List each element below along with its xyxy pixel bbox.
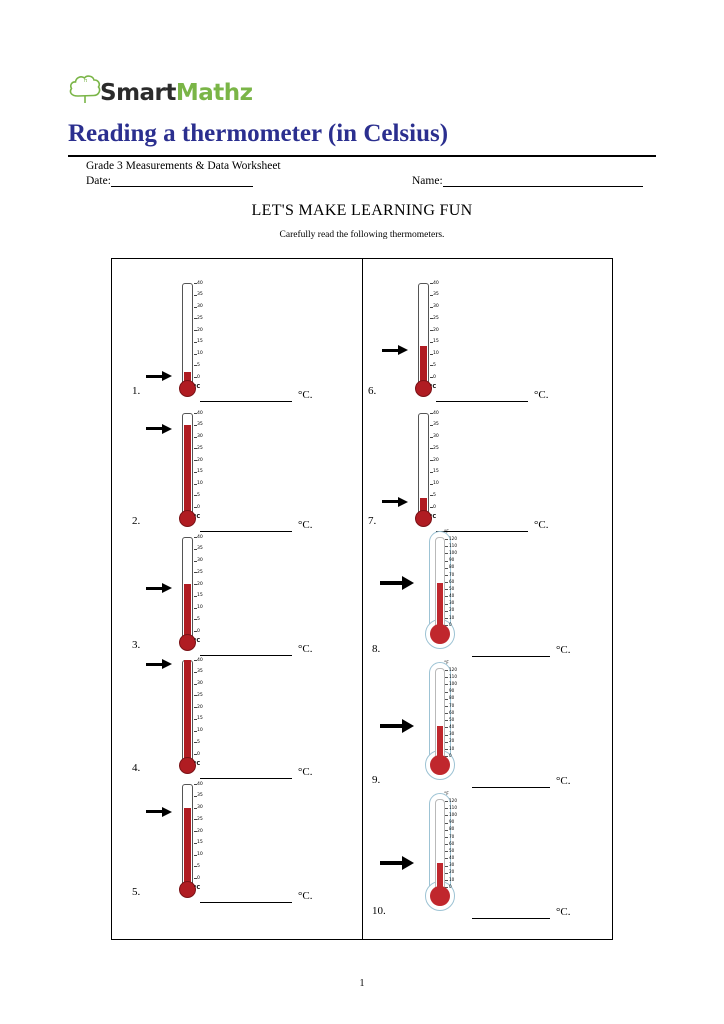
scale-tick [445, 880, 448, 881]
scale-label: 10 [197, 852, 203, 857]
mercury-column [184, 808, 191, 885]
thermometer-fahrenheit [420, 531, 472, 649]
scale-label: 10 [197, 728, 203, 733]
answer-unit: °C. [298, 389, 313, 401]
scale-tick [194, 866, 197, 867]
scale-tick [445, 749, 448, 750]
scale-tick [445, 830, 448, 831]
scale-label: 0 [197, 374, 200, 380]
pointer-arrow [380, 858, 414, 868]
scale-tick [194, 596, 197, 597]
scale-tick [194, 507, 197, 508]
scale-label: 35 [197, 793, 203, 799]
scale-tick [445, 858, 448, 859]
scale-tick [194, 484, 197, 485]
scale-label: 0 [197, 751, 200, 757]
scale-label: 0 [197, 628, 200, 634]
scale-tick [430, 307, 433, 308]
scale-label: 40 [197, 280, 203, 286]
scale-label: 5 [433, 362, 436, 368]
instruction-text: Carefully read the following thermometers. [279, 230, 445, 240]
scale-label: 35 [197, 669, 203, 675]
scale-tick [445, 670, 448, 671]
thermometer-fahrenheit [420, 662, 472, 780]
scale-label: 25 [197, 692, 203, 698]
scale-label: 30 [197, 681, 203, 686]
mercury-column [420, 346, 427, 383]
answer-blank[interactable] [200, 530, 292, 532]
scale-label: 120 [449, 535, 457, 541]
scale-tick [445, 596, 448, 597]
problem-number: 6. [368, 385, 377, 397]
scale-label: 120 [449, 797, 457, 803]
scale-tick [194, 342, 197, 343]
scale-label: 40 [433, 280, 439, 286]
pointer-arrow [380, 578, 414, 588]
scale-tick [194, 318, 197, 319]
scale-label: 40 [197, 657, 203, 663]
problem-number: 4. [132, 762, 141, 774]
scale-tick [445, 844, 448, 845]
name-input-line[interactable] [443, 175, 643, 187]
fahrenheit-unit-tag: °F [444, 792, 449, 797]
scale-tick [445, 873, 448, 874]
scale-label: 40 [197, 410, 203, 416]
scale-tick [194, 283, 197, 284]
temperature-scale [430, 279, 446, 387]
scale-tick [445, 706, 448, 707]
scale-tick [194, 437, 197, 438]
scale-label: 35 [433, 292, 439, 298]
scale-label: 20 [197, 327, 203, 333]
scale-tick [445, 720, 448, 721]
answer-blank[interactable] [200, 777, 292, 779]
scale-tick [430, 448, 433, 449]
date-field-row [86, 175, 253, 187]
column-divider [362, 258, 363, 940]
scale-label: 0 [433, 374, 436, 380]
pointer-arrow [146, 371, 172, 381]
scale-tick [445, 837, 448, 838]
scale-label: 10 [197, 481, 203, 486]
scale-tick [194, 413, 197, 414]
answer-unit: °C. [556, 906, 571, 918]
scale-label: 20 [197, 704, 203, 710]
problem-number: 7. [368, 515, 377, 527]
celsius-unit-tag: °C [194, 638, 201, 644]
scale-label: 15 [197, 339, 203, 345]
problem-number: 10. [372, 905, 386, 917]
scale-label: 35 [197, 546, 203, 552]
scale-label: 10 [449, 614, 455, 620]
scale-tick [194, 707, 197, 708]
scale-label: 25 [433, 445, 439, 451]
scale-label: 70 [449, 571, 455, 577]
scale-label: 60 [449, 709, 455, 715]
scale-tick [430, 342, 433, 343]
scale-tick [445, 815, 448, 816]
celsius-unit-tag: °C [194, 384, 201, 390]
logo-mathz-text: Mathz [175, 80, 253, 106]
scale-label: 50 [449, 716, 455, 722]
scale-tick [194, 307, 197, 308]
problem-number: 9. [372, 774, 381, 786]
scale-tick [194, 460, 197, 461]
scale-label: 30 [433, 434, 439, 439]
scale-tick [430, 413, 433, 414]
temperature-scale [194, 533, 210, 641]
scale-label: 90 [449, 819, 455, 825]
scale-label: 10 [449, 876, 455, 882]
scale-label: 40 [449, 724, 455, 730]
scale-label: 30 [449, 862, 455, 868]
scale-tick [445, 611, 448, 612]
thermometer-fahrenheit [420, 793, 472, 911]
brand-logo [68, 74, 253, 116]
temperature-scale [194, 409, 210, 517]
scale-label: 40 [433, 410, 439, 416]
scale-label: 25 [197, 445, 203, 451]
answer-blank[interactable] [200, 654, 292, 656]
scale-label: 25 [197, 569, 203, 575]
scale-label: 80 [449, 564, 455, 570]
scale-label: 20 [197, 457, 203, 463]
scale-label: 50 [449, 585, 455, 591]
scale-label: 35 [433, 422, 439, 428]
title-divider [68, 155, 656, 157]
scale-label: 20 [197, 581, 203, 587]
answer-unit: °C. [534, 389, 549, 401]
scale-label: 30 [449, 731, 455, 737]
scale-label: 20 [449, 607, 455, 613]
scale-tick [445, 808, 448, 809]
scale-tick [430, 283, 433, 284]
pointer-arrow [146, 807, 172, 817]
date-label: Date: [86, 175, 111, 187]
scale-tick [445, 713, 448, 714]
scale-label: 10 [433, 351, 439, 356]
scale-tick [445, 553, 448, 554]
scale-tick [445, 582, 448, 583]
scale-label: 110 [449, 542, 457, 548]
scale-label: 10 [449, 745, 455, 751]
scale-tick [194, 584, 197, 585]
scale-tick [194, 672, 197, 673]
mercury-column [184, 425, 191, 513]
scale-tick [194, 754, 197, 755]
scale-tick [445, 692, 448, 693]
scale-tick [194, 695, 197, 696]
scale-label: 5 [197, 362, 200, 368]
scale-tick [445, 823, 448, 824]
scale-label: 80 [449, 826, 455, 832]
scale-label: 30 [449, 600, 455, 606]
svg-text:π: π [84, 78, 88, 84]
answer-unit: °C. [534, 519, 549, 531]
scale-label: 10 [197, 351, 203, 356]
answer-unit: °C. [298, 890, 313, 902]
scale-tick [194, 719, 197, 720]
scale-tick [445, 801, 448, 802]
scale-tick [430, 318, 433, 319]
scale-tick [194, 608, 197, 609]
scale-label: 40 [197, 534, 203, 540]
scale-tick [430, 365, 433, 366]
scale-tick [430, 484, 433, 485]
scale-label: 40 [449, 855, 455, 861]
scale-tick [445, 546, 448, 547]
scale-label: 40 [197, 781, 203, 787]
scale-label: 0 [449, 752, 452, 758]
answer-unit: °C. [298, 766, 313, 778]
celsius-unit-tag: °C [430, 384, 437, 390]
scale-tick [430, 495, 433, 496]
scale-tick [430, 437, 433, 438]
fahrenheit-unit-tag: °F [444, 661, 449, 666]
scale-label: 5 [197, 739, 200, 745]
scale-tick [194, 561, 197, 562]
temperature-scale [194, 656, 210, 764]
scale-tick [445, 866, 448, 867]
answer-blank[interactable] [436, 400, 528, 402]
scale-tick [445, 618, 448, 619]
scale-tick [445, 851, 448, 852]
celsius-unit-tag: °C [194, 885, 201, 891]
temperature-scale [444, 664, 466, 768]
celsius-unit-tag: °C [430, 514, 437, 520]
scale-tick [194, 377, 197, 378]
scale-tick [430, 425, 433, 426]
scale-label: 15 [197, 840, 203, 846]
name-label: Name: [412, 175, 443, 187]
scale-label: 0 [197, 875, 200, 881]
scale-label: 15 [197, 716, 203, 722]
grade-subtitle: Grade 3 Measurements & Data Worksheet [86, 160, 281, 172]
scale-label: 60 [449, 840, 455, 846]
scale-tick [194, 330, 197, 331]
scale-tick [430, 354, 433, 355]
problem-number: 1. [132, 385, 141, 397]
scale-tick [194, 878, 197, 879]
scale-label: 100 [449, 812, 457, 818]
scale-label: 10 [197, 605, 203, 610]
answer-unit: °C. [298, 643, 313, 655]
scale-label: 30 [197, 805, 203, 810]
cloud-tree-icon [68, 74, 102, 104]
temperature-scale [444, 795, 466, 899]
scale-label: 90 [449, 557, 455, 563]
pointer-arrow [146, 583, 172, 593]
scale-tick [445, 887, 448, 888]
scale-tick [194, 448, 197, 449]
problem-number: 3. [132, 639, 141, 651]
temperature-scale [444, 533, 466, 637]
answer-blank[interactable] [200, 400, 292, 402]
scale-tick [194, 425, 197, 426]
page-title: Reading a thermometer (in Celsius) [68, 120, 449, 147]
mercury-column [184, 584, 191, 637]
answer-blank[interactable] [472, 917, 550, 919]
scale-label: 100 [449, 681, 457, 687]
scale-label: 100 [449, 550, 457, 556]
temperature-scale [194, 279, 210, 387]
scale-label: 0 [197, 504, 200, 510]
scale-tick [194, 495, 197, 496]
scale-tick [194, 537, 197, 538]
scale-tick [445, 575, 448, 576]
scale-label: 60 [449, 578, 455, 584]
scale-tick [194, 572, 197, 573]
mercury-column [184, 660, 191, 760]
pointer-arrow [380, 721, 414, 731]
scale-label: 15 [197, 593, 203, 599]
name-field-row [412, 175, 643, 187]
scale-label: 5 [433, 492, 436, 498]
scale-tick [445, 568, 448, 569]
scale-tick [194, 365, 197, 366]
answer-blank[interactable] [472, 655, 550, 657]
scale-label: 20 [197, 828, 203, 834]
scale-label: 0 [449, 621, 452, 627]
scale-label: 30 [197, 558, 203, 563]
scale-tick [445, 727, 448, 728]
scale-label: 90 [449, 688, 455, 694]
scale-label: 20 [433, 457, 439, 463]
pointer-arrow [382, 497, 408, 507]
scale-label: 15 [197, 469, 203, 475]
page-number: 1 [359, 978, 365, 989]
scale-label: 35 [197, 422, 203, 428]
pointer-arrow [146, 659, 172, 669]
scale-tick [430, 507, 433, 508]
scale-label: 30 [433, 304, 439, 309]
scale-tick [194, 843, 197, 844]
scale-label: 0 [449, 883, 452, 889]
scale-label: 5 [197, 616, 200, 622]
answer-unit: °C. [298, 519, 313, 531]
scale-tick [445, 625, 448, 626]
scale-tick [194, 784, 197, 785]
answer-blank[interactable] [472, 786, 550, 788]
scale-tick [194, 819, 197, 820]
scale-tick [430, 330, 433, 331]
scale-label: 15 [433, 339, 439, 345]
scale-tick [194, 472, 197, 473]
scale-label: 30 [197, 304, 203, 309]
problem-number: 8. [372, 643, 381, 655]
scale-tick [430, 460, 433, 461]
fahrenheit-unit-tag: °F [444, 530, 449, 535]
scale-label: 25 [433, 315, 439, 321]
date-input-line[interactable] [111, 175, 253, 187]
scale-tick [445, 742, 448, 743]
logo-smart-text: Smart [100, 80, 176, 106]
scale-tick [194, 684, 197, 685]
scale-tick [445, 756, 448, 757]
scale-label: 110 [449, 804, 457, 810]
answer-unit: °C. [556, 775, 571, 787]
scale-label: 40 [449, 593, 455, 599]
logo-wordmark [100, 80, 253, 106]
scale-tick [430, 377, 433, 378]
scale-label: 35 [197, 292, 203, 298]
scale-tick [445, 684, 448, 685]
scale-tick [194, 796, 197, 797]
scale-tick [445, 604, 448, 605]
scale-label: 50 [449, 847, 455, 853]
scale-tick [194, 619, 197, 620]
scale-label: 0 [433, 504, 436, 510]
scale-label: 20 [449, 869, 455, 875]
problem-number: 2. [132, 515, 141, 527]
scale-tick [445, 677, 448, 678]
scale-tick [445, 539, 448, 540]
scale-label: 10 [433, 481, 439, 486]
scale-tick [445, 699, 448, 700]
scale-label: 5 [197, 492, 200, 498]
answer-unit: °C. [556, 644, 571, 656]
pointer-arrow [146, 424, 172, 434]
scale-label: 70 [449, 702, 455, 708]
scale-label: 25 [197, 816, 203, 822]
celsius-unit-tag: °C [194, 761, 201, 767]
scale-label: 25 [197, 315, 203, 321]
scale-tick [194, 831, 197, 832]
scale-tick [194, 808, 197, 809]
scale-label: 20 [449, 738, 455, 744]
temperature-scale [194, 780, 210, 888]
scale-label: 120 [449, 666, 457, 672]
answer-blank[interactable] [200, 901, 292, 903]
scale-tick [194, 354, 197, 355]
celsius-unit-tag: °C [194, 514, 201, 520]
scale-tick [445, 589, 448, 590]
scale-label: 20 [433, 327, 439, 333]
scale-tick [445, 561, 448, 562]
scale-tick [194, 742, 197, 743]
scale-tick [194, 549, 197, 550]
scale-label: 70 [449, 833, 455, 839]
problem-number: 5. [132, 886, 141, 898]
scale-label: 110 [449, 673, 457, 679]
scale-tick [430, 472, 433, 473]
scale-tick [194, 855, 197, 856]
pointer-arrow [382, 345, 408, 355]
scale-label: 15 [433, 469, 439, 475]
scale-label: 80 [449, 695, 455, 701]
scale-label: 30 [197, 434, 203, 439]
scale-tick [194, 631, 197, 632]
scale-tick [430, 295, 433, 296]
temperature-scale [430, 409, 446, 517]
thermometer-tube [182, 283, 193, 383]
scale-tick [445, 735, 448, 736]
scale-tick [194, 731, 197, 732]
banner-text: LET'S MAKE LEARNING FUN [251, 202, 473, 219]
scale-tick [194, 660, 197, 661]
scale-label: 5 [197, 863, 200, 869]
scale-tick [194, 295, 197, 296]
